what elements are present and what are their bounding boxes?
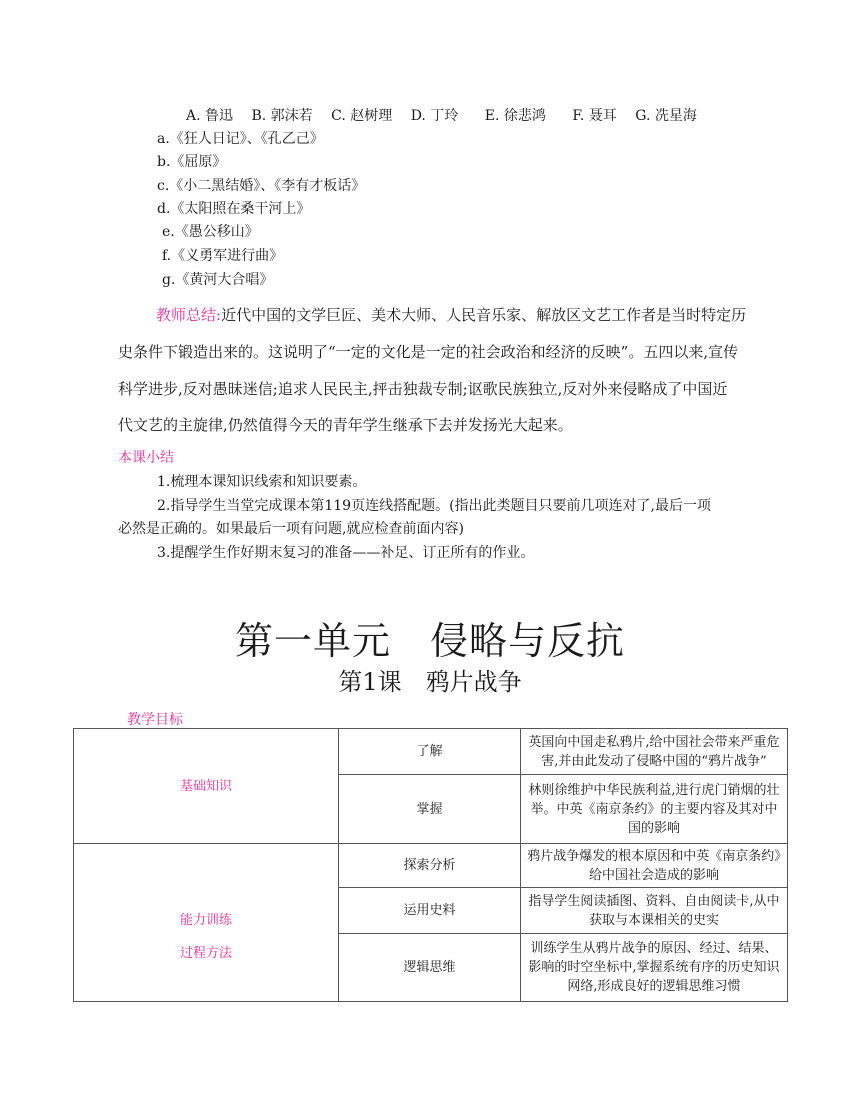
table-row: [74, 844, 788, 888]
teacher-summary: [118, 304, 758, 434]
lesson-summary-item-1: 1.梳理本课知识线索和知识要素。: [157, 474, 367, 490]
goal-content: 鸦片战争爆发的根本原因和中英《南京条约》给中国社会造成的影响: [521, 844, 788, 888]
goal-content: 训练学生从鸦片战争的原因、经过、结果、影响的时空坐标中,掌握系统有序的历史知识网络,形成良好的逻辑思维习惯: [521, 934, 788, 1002]
goal-level: 运用史料: [339, 888, 521, 934]
work-f: f.《义勇军进行曲》: [162, 248, 284, 264]
choice-g: G. 冼星海: [635, 108, 697, 124]
goal-content: 指导学生阅读插图、资料、自由阅读卡,从中获取与本课相关的史实: [521, 888, 788, 934]
goal-category-ability-label: 能力训练: [179, 912, 232, 928]
goals-table: [73, 728, 788, 1002]
lesson-title: 第1课 鸦片战争: [338, 668, 522, 696]
choice-d: D. 丁玲: [410, 108, 459, 124]
choice-b: B. 郭沫若: [251, 108, 313, 124]
goal-level: 探索分析: [339, 844, 521, 888]
summary-line-2: 史条件下锻造出来的。这说明了“一定的文化是一定的社会政治和经济的反映”。五四以来,宣传: [118, 343, 739, 361]
work-c: c.《小二黑结婚》、《李有才板话》: [157, 178, 366, 194]
work-b: b.《屈原》: [157, 154, 227, 170]
choice-f: F. 聂耳: [572, 108, 617, 124]
goal-level: 逻辑思维: [339, 934, 521, 1002]
goal-level: 了解: [339, 729, 521, 775]
lesson-summary-item-2-cont: 必然是正确的。如果最后一项有问题,就应检查前面内容): [118, 521, 464, 537]
table-row: [74, 729, 788, 775]
goal-content: 英国向中国走私鸦片,给中国社会带来严重危害,并由此发动了侵略中国的“鸦片战争”: [521, 729, 788, 775]
summary-line-3: 科学进步,反对愚昧迷信;追求人民民主,抨击独裁专制;讴歌民族独立,反对外来侵略成了中国近: [118, 380, 728, 398]
work-g: g.《黄河大合唱》: [162, 272, 274, 288]
goal-category-process-label: 过程方法: [179, 945, 232, 961]
lesson-summary-item-3: 3.提醒学生作好期末复习的准备——补足、订正所有的作业。: [157, 545, 535, 561]
summary-line-1: 近代中国的文学巨匠、美术大师、人民音乐家、解放区文艺工作者是当时特定历: [221, 306, 747, 324]
choices-row: [186, 106, 711, 126]
work-e: e.《愚公移山》: [162, 224, 259, 240]
goals-heading: 教学目标: [127, 712, 183, 728]
goal-category-ability: [74, 844, 339, 1002]
teacher-summary-label: 教师总结:: [156, 306, 222, 324]
goal-content: 林则徐维护中华民族利益,进行虎门销烟的壮举。中英《南京条约》的主要内容及其对中国的影响: [521, 775, 788, 844]
choice-c: C. 赵树理: [331, 108, 393, 124]
summary-line-4: 代文艺的主旋律,仍然值得今天的青年学生继承下去并发扬光大起来。: [118, 416, 573, 434]
unit-title: 第一单元 侵略与反抗: [234, 619, 625, 663]
goal-category-basic: 基础知识: [74, 729, 339, 844]
work-d: d.《太阳照在桑干河上》: [157, 201, 311, 217]
work-a: a.《狂人日记》、《孔乙己》: [157, 131, 324, 147]
lesson-summary-item-2: 2.指导学生当堂完成课本第119页连线搭配题。(指出此类题目只要前几项连对了,最后一项: [157, 498, 711, 514]
choice-a: A. 鲁迅: [186, 108, 234, 124]
goal-level: 掌握: [339, 775, 521, 844]
lesson-summary-heading: 本课小结: [118, 450, 174, 466]
choice-e: E. 徐悲鸿: [484, 108, 546, 124]
